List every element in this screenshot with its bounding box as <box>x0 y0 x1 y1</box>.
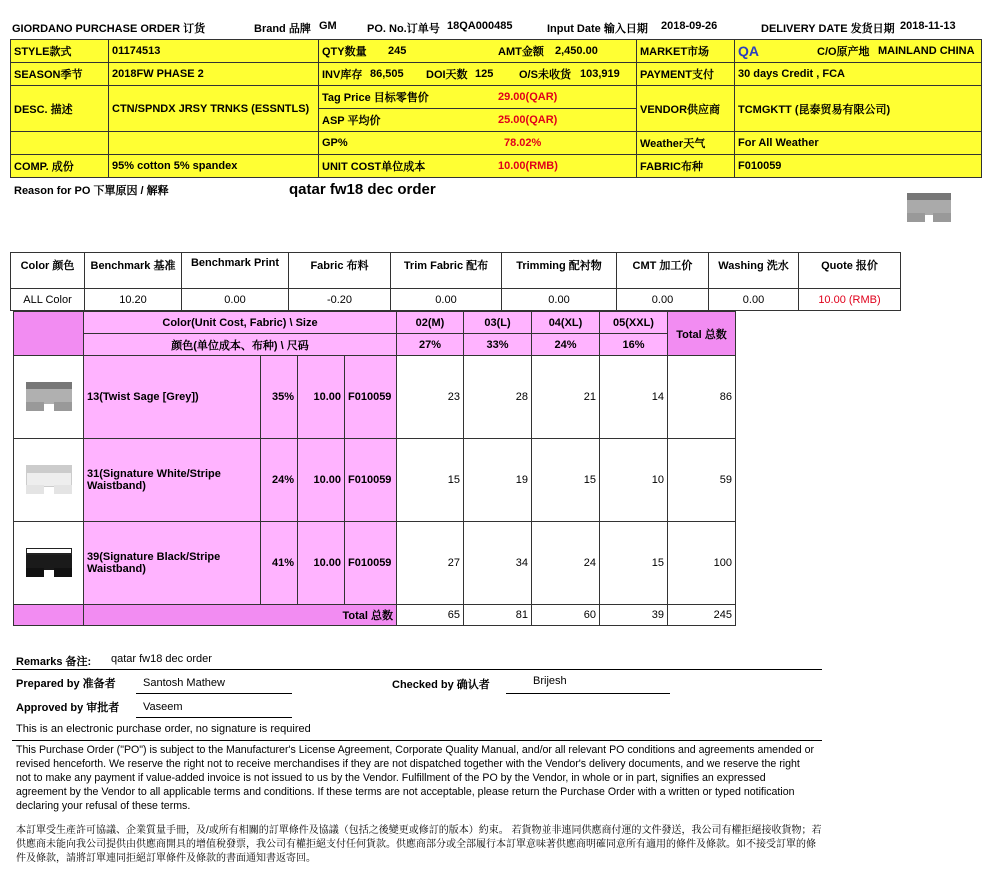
size-header-cn: 颜色(单位成本、布种) \ 尺码 <box>84 334 397 356</box>
os-value: 103,919 <box>580 68 620 80</box>
size-label: 02(M) <box>397 312 464 334</box>
reason-label: Reason for PO 下單原因 / 解释 <box>14 185 169 197</box>
market-label: MARKET市场 <box>637 40 735 63</box>
cost-header: Benchmark 基准 <box>85 253 182 289</box>
quote-cell: 10.00 (RMB) <box>799 289 901 311</box>
size-label: 05(XXL) <box>600 312 668 334</box>
cost-cell: 10.20 <box>85 289 182 311</box>
size-breakdown-table <box>13 311 736 626</box>
input-date-value: 2018-09-26 <box>661 20 718 32</box>
table-row <box>14 439 736 522</box>
cost-cell: 0.00 <box>182 289 289 311</box>
checked-by-label: Checked by 确认者 <box>392 679 490 691</box>
gp-value: 78.02% <box>504 137 542 149</box>
cost-header: Trim Fabric 配布 <box>391 253 502 289</box>
size-ratio: 16% <box>600 334 668 356</box>
qty-cell: 19 <box>464 439 532 522</box>
electronic-note: This is an electronic purchase order, no signature is required <box>16 723 311 735</box>
style-value: 01174513 <box>109 40 319 63</box>
footer-total-label: Total 总数 <box>84 605 397 626</box>
color-thumbnail-white <box>14 439 84 522</box>
gp-label: GP% <box>322 137 348 149</box>
cost-value-row <box>11 289 901 311</box>
po-header <box>12 20 977 36</box>
cost-header: Trimming 配衬物 <box>502 253 617 289</box>
qty-cell: 14 <box>600 356 668 439</box>
style-label: STYLE款式 <box>11 40 109 63</box>
color-pct: 24% <box>261 439 298 522</box>
color-name: 31(Signature White/Stripe Waistband) <box>84 439 261 522</box>
terms-chinese: 本訂單受生產許可協議、企業質量手冊，及/或所有相關的訂單條件及協議（包括之後變更或修訂的版本）約束。 若貨物並非連同供應商付運的文件發送，我公司有權拒絕接收貨物；若供應商未能向我公司提供由供應商開具的增值稅發票，我公司有權拒絕支付任何貨款。供應商部分或全部履行本訂單意味著供應商明確同意所有適用的條件及條款。如不接受訂單的條件及條款，請將訂單連同拒絕訂單條件及條款的書面通知書返寄回。 <box>16 825 822 864</box>
amt-value: 2,450.00 <box>555 45 598 57</box>
order-info-grid <box>10 39 982 178</box>
po-number-value: 18QA000485 <box>447 20 513 32</box>
inventory-cell <box>319 63 637 86</box>
qty-cell: 10 <box>600 439 668 522</box>
market-value: QA <box>738 43 759 59</box>
origin-value: MAINLAND CHINA <box>878 45 975 57</box>
comp-value: 95% cotton 5% spandex <box>109 155 319 178</box>
color-thumbnail-grey <box>14 356 84 439</box>
comp-label: COMP. 成份 <box>11 155 109 178</box>
divider <box>12 669 822 670</box>
qty-cell: 28 <box>464 356 532 439</box>
prepared-by-value: Santosh Mathew <box>143 677 225 689</box>
qty-cell: 21 <box>532 356 600 439</box>
asp-label: ASP 平均价 <box>322 115 381 127</box>
signature-line <box>136 717 292 718</box>
cost-header: Washing 洗水 <box>709 253 799 289</box>
unit-cost-cell <box>319 155 637 178</box>
color-name: 13(Twist Sage [Grey]) <box>84 356 261 439</box>
row-total: 59 <box>668 439 736 522</box>
size-ratio: 33% <box>464 334 532 356</box>
checked-by-value: Brijesh <box>533 675 567 687</box>
payment-label: PAYMENT支付 <box>637 63 735 86</box>
cost-breakdown-table <box>10 252 901 311</box>
approved-by-label: Approved by 审批者 <box>16 702 120 714</box>
doi-value: 125 <box>475 68 494 80</box>
cost-header: CMT 加工价 <box>617 253 709 289</box>
color-pct: 41% <box>261 522 298 605</box>
doi-label: DOI天数 <box>426 69 468 81</box>
season-label: SEASON季节 <box>11 63 109 86</box>
qty-amt-cell <box>319 40 637 63</box>
season-value: 2018FW PHASE 2 <box>109 63 319 86</box>
cost-header-row <box>11 253 901 289</box>
vendor-value: TCMGKTT (昆泰贸易有限公司) <box>735 86 982 132</box>
delivery-date-label: DELIVERY DATE 发货日期 <box>761 23 895 35</box>
table-row <box>14 356 736 439</box>
size-ratio: 24% <box>532 334 600 356</box>
vendor-label: VENDOR供应商 <box>637 86 735 132</box>
prepared-by-label: Prepared by 准备者 <box>16 678 116 690</box>
weather-value: For All Weather <box>735 132 982 155</box>
grand-total: 245 <box>668 605 736 626</box>
cost-header: Color 颜色 <box>11 253 85 289</box>
desc-value: CTN/SPNDX JRSY TRNKS (ESSNTLS) <box>109 86 319 132</box>
product-image-grey <box>905 193 953 225</box>
cost-cell: 0.00 <box>709 289 799 311</box>
table-row <box>14 522 736 605</box>
size-header-en: Color(Unit Cost, Fabric) \ Size <box>84 312 397 334</box>
qty-cell: 15 <box>600 522 668 605</box>
brand-label: Brand 品牌 <box>254 23 311 35</box>
remarks-label: Remarks 备注: <box>16 656 92 668</box>
weather-label: Weather天气 <box>637 132 735 155</box>
tag-price-cell <box>319 86 637 109</box>
color-cost: 10.00 <box>298 522 345 605</box>
footer-qty: 60 <box>532 605 600 626</box>
market-origin-cell <box>735 40 982 63</box>
cost-header: Benchmark Print <box>182 253 289 289</box>
row-total: 100 <box>668 522 736 605</box>
color-cost: 10.00 <box>298 356 345 439</box>
fabric-value: F010059 <box>735 155 982 178</box>
cost-cell: 0.00 <box>502 289 617 311</box>
size-label: 04(XL) <box>532 312 600 334</box>
gp-cell <box>319 132 637 155</box>
total-header: Total 总数 <box>668 312 736 356</box>
signature-line <box>136 693 292 694</box>
po-number-label: PO. No.订单号 <box>367 23 440 35</box>
color-fabric: F010059 <box>345 439 397 522</box>
empty-cell <box>11 132 109 155</box>
color-fabric: F010059 <box>345 522 397 605</box>
terms-english: This Purchase Order ("PO") is subject to the Manufacturer's License Agreement, Corporate Quality Manual, and/or all relevant PO conditions and agreements amended or revised henceforth. We reserve the right not to receive merchandises if they are not dispatched together with the Vendor's delivery documents, and we reserve the right not to make any payment if value-added invoice is not issued to us by the Vendor. Fulfillment of the PO by the Vendor, in whole or in part, signifies an expressed agreement by the Vendor to all applicable terms and conditions. If these terms are not acceptable, please return the Purchase Order with a written or typed notification declaring your refusal of these terms. <box>16 744 815 812</box>
input-date-label: Input Date 输入日期 <box>547 23 648 35</box>
desc-label: DESC. 描述 <box>11 86 109 132</box>
signature-line <box>506 693 670 694</box>
brand-value: GM <box>319 20 337 32</box>
qty-cell: 15 <box>397 439 464 522</box>
empty-cell <box>109 132 319 155</box>
color-name: 39(Signature Black/Stripe Waistband) <box>84 522 261 605</box>
totals-row <box>14 605 736 626</box>
unit-cost-value: 10.00(RMB) <box>498 160 558 172</box>
po-title: GIORDANO PURCHASE ORDER 订货 <box>12 23 206 35</box>
divider <box>12 740 822 741</box>
size-ratio: 27% <box>397 334 464 356</box>
footer-qty: 39 <box>600 605 668 626</box>
cost-cell: 0.00 <box>391 289 502 311</box>
qty-cell: 15 <box>532 439 600 522</box>
remarks-value: qatar fw18 dec order <box>111 653 212 665</box>
reason-value: qatar fw18 dec order <box>289 181 436 198</box>
footer-qty: 81 <box>464 605 532 626</box>
color-fabric: F010059 <box>345 356 397 439</box>
qty-cell: 24 <box>532 522 600 605</box>
fabric-label: FABRIC布种 <box>637 155 735 178</box>
cost-cell: 0.00 <box>617 289 709 311</box>
origin-label: C/O原产地 <box>817 46 870 58</box>
footer-qty: 65 <box>397 605 464 626</box>
cost-header: Fabric 布料 <box>289 253 391 289</box>
qty-cell: 27 <box>397 522 464 605</box>
qty-cell: 34 <box>464 522 532 605</box>
tag-price-label: Tag Price 目标零售价 <box>322 92 429 104</box>
qty-cell: 23 <box>397 356 464 439</box>
cost-cell: ALL Color <box>11 289 85 311</box>
empty-cell <box>14 605 84 626</box>
inv-label: INV库存 <box>322 69 363 81</box>
inv-value: 86,505 <box>370 68 404 80</box>
qty-value: 245 <box>388 45 407 57</box>
delivery-date-value: 2018-11-13 <box>900 20 956 32</box>
size-label: 03(L) <box>464 312 532 334</box>
image-header <box>14 312 84 356</box>
os-label: O/S未收货 <box>519 69 571 81</box>
cost-header: Quote 报价 <box>799 253 901 289</box>
row-total: 86 <box>668 356 736 439</box>
color-pct: 35% <box>261 356 298 439</box>
color-cost: 10.00 <box>298 439 345 522</box>
color-thumbnail-black <box>14 522 84 605</box>
asp-value: 25.00(QAR) <box>498 114 558 126</box>
cost-cell: -0.20 <box>289 289 391 311</box>
unit-cost-label: UNIT COST单位成本 <box>322 161 426 173</box>
asp-cell <box>319 109 637 132</box>
amt-label: AMT金额 <box>498 46 544 58</box>
payment-value: 30 days Credit , FCA <box>735 63 982 86</box>
qty-label: QTY数量 <box>322 46 367 58</box>
tag-price-value: 29.00(QAR) <box>498 91 558 103</box>
approved-by-value: Vaseem <box>143 701 183 713</box>
